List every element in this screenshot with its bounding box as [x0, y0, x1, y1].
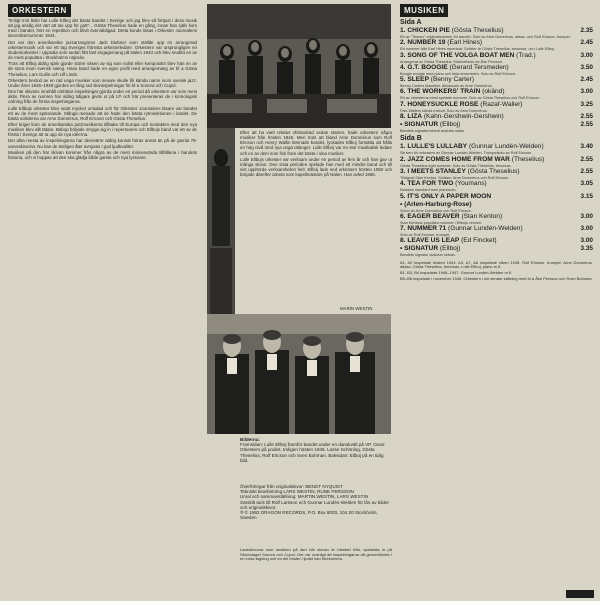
track-row: [400, 156, 593, 168]
track-name: HONEYSUCKLE ROSE: [407, 100, 479, 108]
track-duration: 3.00: [580, 225, 593, 233]
track-number: 1.: [400, 27, 408, 34]
track-number: 2.: [400, 39, 408, 47]
left-paragraph: Efter kriget kom de amerikanska jazzmusikerna tillbaka till Europa och kontakten med den nya musiken blev allt tätare. Bebop började smyga sig in i repertoaren och Ellbojs band var ett av de första i Sverige att ta upp de nya idéerna.: [8, 121, 197, 138]
track-name: NUMMER 71: [407, 225, 447, 233]
left-column: [8, 18, 197, 161]
track-title: [400, 121, 593, 129]
track-composer: (Benny Carter): [428, 76, 475, 84]
track-title: [400, 193, 593, 201]
left-paragraph: Det allra mesta av inspelningarna har dessvärre aldrig kunnat höras annat än på de gamla 78-varvsskivorna. Nu kan de äntligen åter avnjutas i god ljudkvalitet.: [8, 138, 197, 149]
orkestern-header: ORKESTERN: [8, 4, 71, 17]
left-paragraph: Det var den amerikanske jazzarrangören Jack Diebner som ställde upp en arrangerad orkestermusik och var ett tag Sveriges främsta orkesterledare. Orkestern var ursprungligen en studentorkester i Uppsala som sedan fått fast engagemang på Nalen 1943 och blev snabbt en av de mest populära i Stockholms nöjesliv.: [8, 39, 197, 61]
track-title: [400, 237, 593, 245]
track-number: •: [400, 121, 405, 129]
track-duration: 3.40: [580, 143, 593, 151]
track-name: THE WORKERS' TRAIN: [407, 88, 481, 96]
track-row: [400, 143, 593, 155]
track-duration: 3.50: [580, 63, 593, 71]
track-title: [400, 101, 593, 109]
credit-line: Tekniskt bearbetning LARS WESTIN, RUNE PERSSON: [240, 489, 354, 495]
track-composer: (Trad.): [514, 51, 536, 59]
side-a-label: Sida A: [400, 19, 422, 26]
track-title: [400, 76, 593, 84]
track-description: Ett av orkesterns mest spelade nummer. Solo av Gösta Theselius och Rolf Ericson.: [400, 96, 540, 101]
track-description: Solo av Rolf Ericson, trumpet.: [400, 233, 451, 238]
track-row: [400, 39, 593, 51]
track-duration: 3.00: [580, 51, 593, 59]
track-name: SIGNATUR: [404, 245, 439, 253]
track-row: [400, 52, 593, 64]
track-composer: (Gunnar Lundén-Welden): [446, 225, 523, 233]
track-composer: (Ed Fincket): [459, 237, 497, 245]
photo-caption: Framsidan: Lulle Ellboj framför bandet under en danskväll på VP. Ovan: Orkestern på podiet, troligen hösten 1946. Lasse Schöning, Gösta Theselius, Rolf Ericson och Sven Bohman. Baksidan: Ellboj på en tidig bild.: [240, 442, 386, 463]
track-composer: (Ellboj): [438, 121, 461, 129]
track-title: [400, 213, 593, 221]
track-duration: 3.35: [580, 245, 593, 253]
track-name: LULLE'S LULLABY: [407, 143, 468, 151]
track-title: [400, 27, 593, 35]
photo-credit: MARIN WESTIN: [340, 306, 373, 311]
track-name: G.T. BOOGIE: [407, 63, 448, 71]
band-photo-strip-image: [207, 128, 235, 318]
band-photo-bottom: [207, 314, 391, 434]
track-number: 8.: [400, 237, 408, 245]
track-title: [400, 201, 593, 209]
credit-line: Särskilt tack till Rolf Larsson och Gunnar Lundén-Welden för lån av bilder och originalskivor.: [240, 499, 390, 510]
track-composer: (Stan Kenton): [459, 212, 503, 220]
track-duration: 3.00: [580, 88, 593, 96]
track-row: [400, 121, 593, 133]
credit-line: ℗ © 1982 DRAGON RECORDS, P.O. Box 8003, 104 20 Stockholm, Sweden: [240, 510, 378, 521]
track-title: [400, 156, 593, 164]
credits-block: [240, 484, 392, 520]
left-paragraph: Trots att Ellboj aldrig själv gjorde större väsen av sig som solist eller kompositör blev han en av de stora inom svensk swing. Hans band hade en egen profil med arrangemang av bl a Gösta Theselius, Lars Gullin och Ulf Linde.: [8, 61, 197, 77]
track-title: [400, 64, 593, 72]
middle-intro-paragraph-1: Efter att ha varit relativt oförändrad sedan starten, hade orkestern några musiker från hösten 1946. Men trots att bland Arne Domnérus som Rolf Ericson och Henry Wallin lämnade bandet, lyckades Ellboj fortsätta att hålla en hög nivå med nya unga talanger. Lulle Ellboj var en stor musikalisk ledare och en av dem som fick fram det bästa i sina musiker.: [240, 130, 392, 156]
left-paragraph: Orkestern bestod av en rad unga musiker som senare skulle bli kända namn inom svensk jazz. Under åren 1945–1948 gjordes en lång rad skivinspelningar för bl a Sonora och Cupol.: [8, 77, 197, 88]
left-paragraph: Musiken på den här skivan kommer från några av de mest minnesvärda tillfällena i bandets historia, och vi hoppas att den ska glädja både gamla och nya lyssnare.: [8, 149, 197, 160]
track-name: LIZA: [407, 113, 422, 121]
track-composer: (Earl Hines): [445, 39, 483, 47]
left-paragraph: "Enligt min åsikt har Lulle Ellboj det bästa bandet i Sverige och jag blev så förtjust i dess musik att jag ansåg det värt att tas upp för gott"... Gösta Theselius hade en gång, innan han själv kom med i bandet, hört en repetition och blivit överväldigad. Detta kunde läsas i Orkester Journalens decembernummer 1944.: [8, 18, 197, 39]
track-description: Benny Carters klassiker. Altsaxsolo av Arne Domnérus.: [400, 84, 493, 89]
track-composer: (okänd): [480, 88, 505, 96]
track-composer: (Theselius): [509, 155, 545, 163]
track-duration: 3.15: [580, 192, 593, 200]
track-description: Arrangerat av Gösta Theselius. Klarinettsolo av Åke Persson.: [400, 59, 504, 64]
recording-notes: [400, 261, 593, 281]
track-duration: 2.35: [580, 27, 593, 34]
credit-line: Överföringar från originalskivor: BENGT NYQUIST: [240, 484, 343, 489]
track-title: [400, 143, 593, 151]
track-title: [400, 245, 593, 253]
left-paragraphs: [8, 18, 197, 160]
track-duration: 2.45: [580, 39, 593, 47]
credit-line: Urval och sammanställning: MARTIN WESTIN, LARS WESTIN: [240, 494, 369, 500]
track-composer: (Gerard Tersmeden): [447, 63, 509, 71]
band-photo-top: [207, 4, 391, 128]
track-number: 2.: [400, 155, 408, 163]
left-paragraph: Lulle Ellbojs orkester blev snart mycket omtalad och för Orkester Journalens läsare var bandet ett av de mest spännande. Många menade att de hade den bästa rytmsektionen i landet. De bästa solisterna var Arne Domnérus, Rolf Ericson och Gösta Theselius.: [8, 105, 197, 121]
track-duration: 2.55: [580, 167, 593, 175]
track-composer: (Gösta Theselius): [449, 27, 504, 34]
track-duration: 2.45: [580, 76, 593, 84]
photo-caption-title: Bilderna:: [240, 437, 260, 442]
track-name: LEAVE US LEAP: [407, 237, 460, 245]
side-a-tracks: [400, 27, 593, 133]
track-composer: (Ellboj): [438, 245, 461, 253]
track-list: [400, 17, 593, 282]
track-composer: (Gunnar Lundén-Welden): [467, 143, 544, 151]
track-row: [400, 180, 593, 192]
track-row: [400, 76, 593, 88]
musiken-header: MUSIKEN: [400, 4, 448, 17]
track-row: [400, 225, 593, 237]
left-paragraph: Den här skivans innehåll omfattar inspelningar gjorda under en period då orkestern var som mest aktiv. Flera av numren har aldrig tidigare givits ut på LP och här presenteras de i kronologisk ordning från de första inspelningarna.: [8, 89, 197, 105]
track-description: Bandets signaturmelodi avslutar sidan.: [400, 129, 466, 134]
track-number: 1.: [400, 143, 408, 151]
track-number: 3.: [400, 51, 408, 59]
track-name: JAZZ COMES HOME FROM WAR: [407, 155, 510, 163]
track-duration: 3.25: [580, 100, 593, 108]
track-number: 7.: [400, 225, 408, 233]
track-description: Boogie woogie med piano och hela ensemblen. Solo av Rolf Ericson.: [400, 71, 517, 76]
track-description: Gösta Theselius eget nummer. Solo av Gösta Theselius, tenorsax.: [400, 163, 512, 168]
band-photo-top-image: [207, 4, 391, 128]
track-composer: (Youmans): [453, 180, 487, 188]
track-duration: 3.05: [580, 180, 593, 188]
track-number: 7.: [400, 100, 408, 108]
track-name: I MEETS STANLEY: [407, 167, 466, 175]
track-row: [400, 64, 593, 76]
track-title: [400, 39, 593, 47]
band-photo-left-strip: [207, 128, 235, 318]
track-row: [400, 237, 593, 245]
track-description: Fats Wallers kända melodi. Solo av Arne Domnérus.: [400, 108, 488, 113]
track-title: [400, 88, 593, 96]
track-description: Solon av Arne Domnérus och Rolf Ericson.: [400, 208, 472, 213]
track-description: Ett nummer från Earl Hines repertoar. Solister är Gösta Theselius, tenorsax, och Lulle Ellboj.: [400, 47, 556, 52]
track-title: [400, 113, 593, 121]
track-description: Stan Kentons populära nummer i Ellbojs version.: [400, 220, 483, 225]
track-title: [400, 168, 593, 176]
track-name: SIGNATUR: [404, 121, 439, 129]
track-description: Bandets signatur avslutar skivan.: [400, 253, 456, 258]
track-number: •: [400, 200, 405, 208]
track-name: EAGER BEAVER: [407, 212, 460, 220]
track-duration: 2.55: [580, 121, 593, 129]
track-description: Skriven för orkestern av Gunnar Lundén-Welden. Trumpetsolo av Rolf Ericson.: [400, 151, 533, 156]
track-duration: 2.55: [580, 155, 593, 163]
track-name: (Arlen-Harburg-Rose): [404, 200, 472, 208]
track-composer: (Kahn-Gershwin-Gershwin): [422, 113, 504, 121]
track-name: TEA FOR TWO: [407, 180, 454, 188]
track-composer: (Gösta Theselius): [465, 167, 520, 175]
track-number: 8.: [400, 113, 408, 121]
track-number: 5.: [400, 76, 408, 84]
track-name: SONG OF THE VOLGA BOAT MEN: [407, 51, 515, 59]
track-row: [400, 193, 593, 201]
track-number: •: [400, 245, 405, 253]
track-title: [400, 225, 593, 233]
track-name: SLEEP: [407, 76, 429, 84]
track-description: Tillägnat Stan Kenton. Solister: Arne Domnérus och Rolf Ericson.: [400, 175, 510, 180]
track-row: [400, 88, 593, 100]
side-b-label: Sida B: [400, 135, 422, 143]
track-number: 3.: [400, 167, 408, 175]
track-number: 4.: [400, 63, 408, 71]
track-description: Klassisk standard med pianosolo.: [400, 188, 457, 193]
band-photo-bottom-image: [207, 314, 391, 434]
track-duration: 3.00: [580, 212, 593, 220]
track-number: 5.: [400, 192, 408, 200]
track-name: IT'S ONLY A PAPER MOON: [407, 192, 492, 200]
track-title: [400, 52, 593, 60]
recording-note: B1, B3, B4 inspelade 1946–1947. Gunnar Lundén-Welden m fl.: [400, 269, 513, 275]
track-number: 6.: [400, 212, 408, 220]
track-number: 6.: [400, 88, 408, 96]
middle-intro-text: [240, 130, 392, 178]
track-row: [400, 168, 593, 180]
track-name: CHICKEN PIE: [407, 27, 450, 34]
track-row: [400, 201, 593, 213]
catalogue-badge: [566, 590, 594, 598]
track-row: [400, 213, 593, 225]
track-row: [400, 113, 593, 121]
track-row: [400, 245, 593, 257]
track-row: [400, 27, 593, 39]
photo-caption-block: [240, 437, 390, 463]
recording-note: B5–B8 inspelade i november 1946. Orkestern i sin senare sättning med bl a Åke Persson och Sven Bohman.: [400, 275, 593, 281]
track-name: NUMBER 19: [407, 39, 446, 47]
recording-note: A1, A2 inspelade hösten 1944. A3, A7, A8 inspelade våren 1945. Rolf Ericson, trumpet; Arne Domnérus, altsax; Gösta Theselius, tenorsax; Lulle Ellboj, piano m fl.: [400, 259, 593, 270]
track-description: Ett av "Tesses" originalnummer för bandet. Solo av Arne Domnérus, altsax, och Rolf Ericson, trumpet.: [400, 35, 571, 39]
track-number: 4.: [400, 180, 408, 188]
side-b-tracks: [400, 143, 593, 257]
track-title: [400, 180, 593, 188]
track-row: [400, 101, 593, 113]
track-duration: 3.00: [580, 237, 593, 245]
middle-intro-paragraph-2: Lulle Ellbojs orkester var verksam under en period av fem år och han gav ut många skivor. Den sista perioden spelade han med ett mindre band och till sist upphörde verksamheten helt. Ellboj lade ned orkestern hösten 1950 och började därefter arbeta som kapellmästare på Nalen. Han avled 1966.: [240, 156, 392, 178]
track-composer: (Razaf-Waller): [478, 100, 523, 108]
middle-footer-note: Lackskivorna som musiken på den här skivan är hämtad från, speladas in på Skivbolaget Sonora och Cupol. Det var ovanligt att inspelningarna då genomfördes i en enda tagning och en del brister i ljudet kan förekomma.: [240, 547, 392, 562]
track-duration: 2.55: [580, 113, 593, 121]
